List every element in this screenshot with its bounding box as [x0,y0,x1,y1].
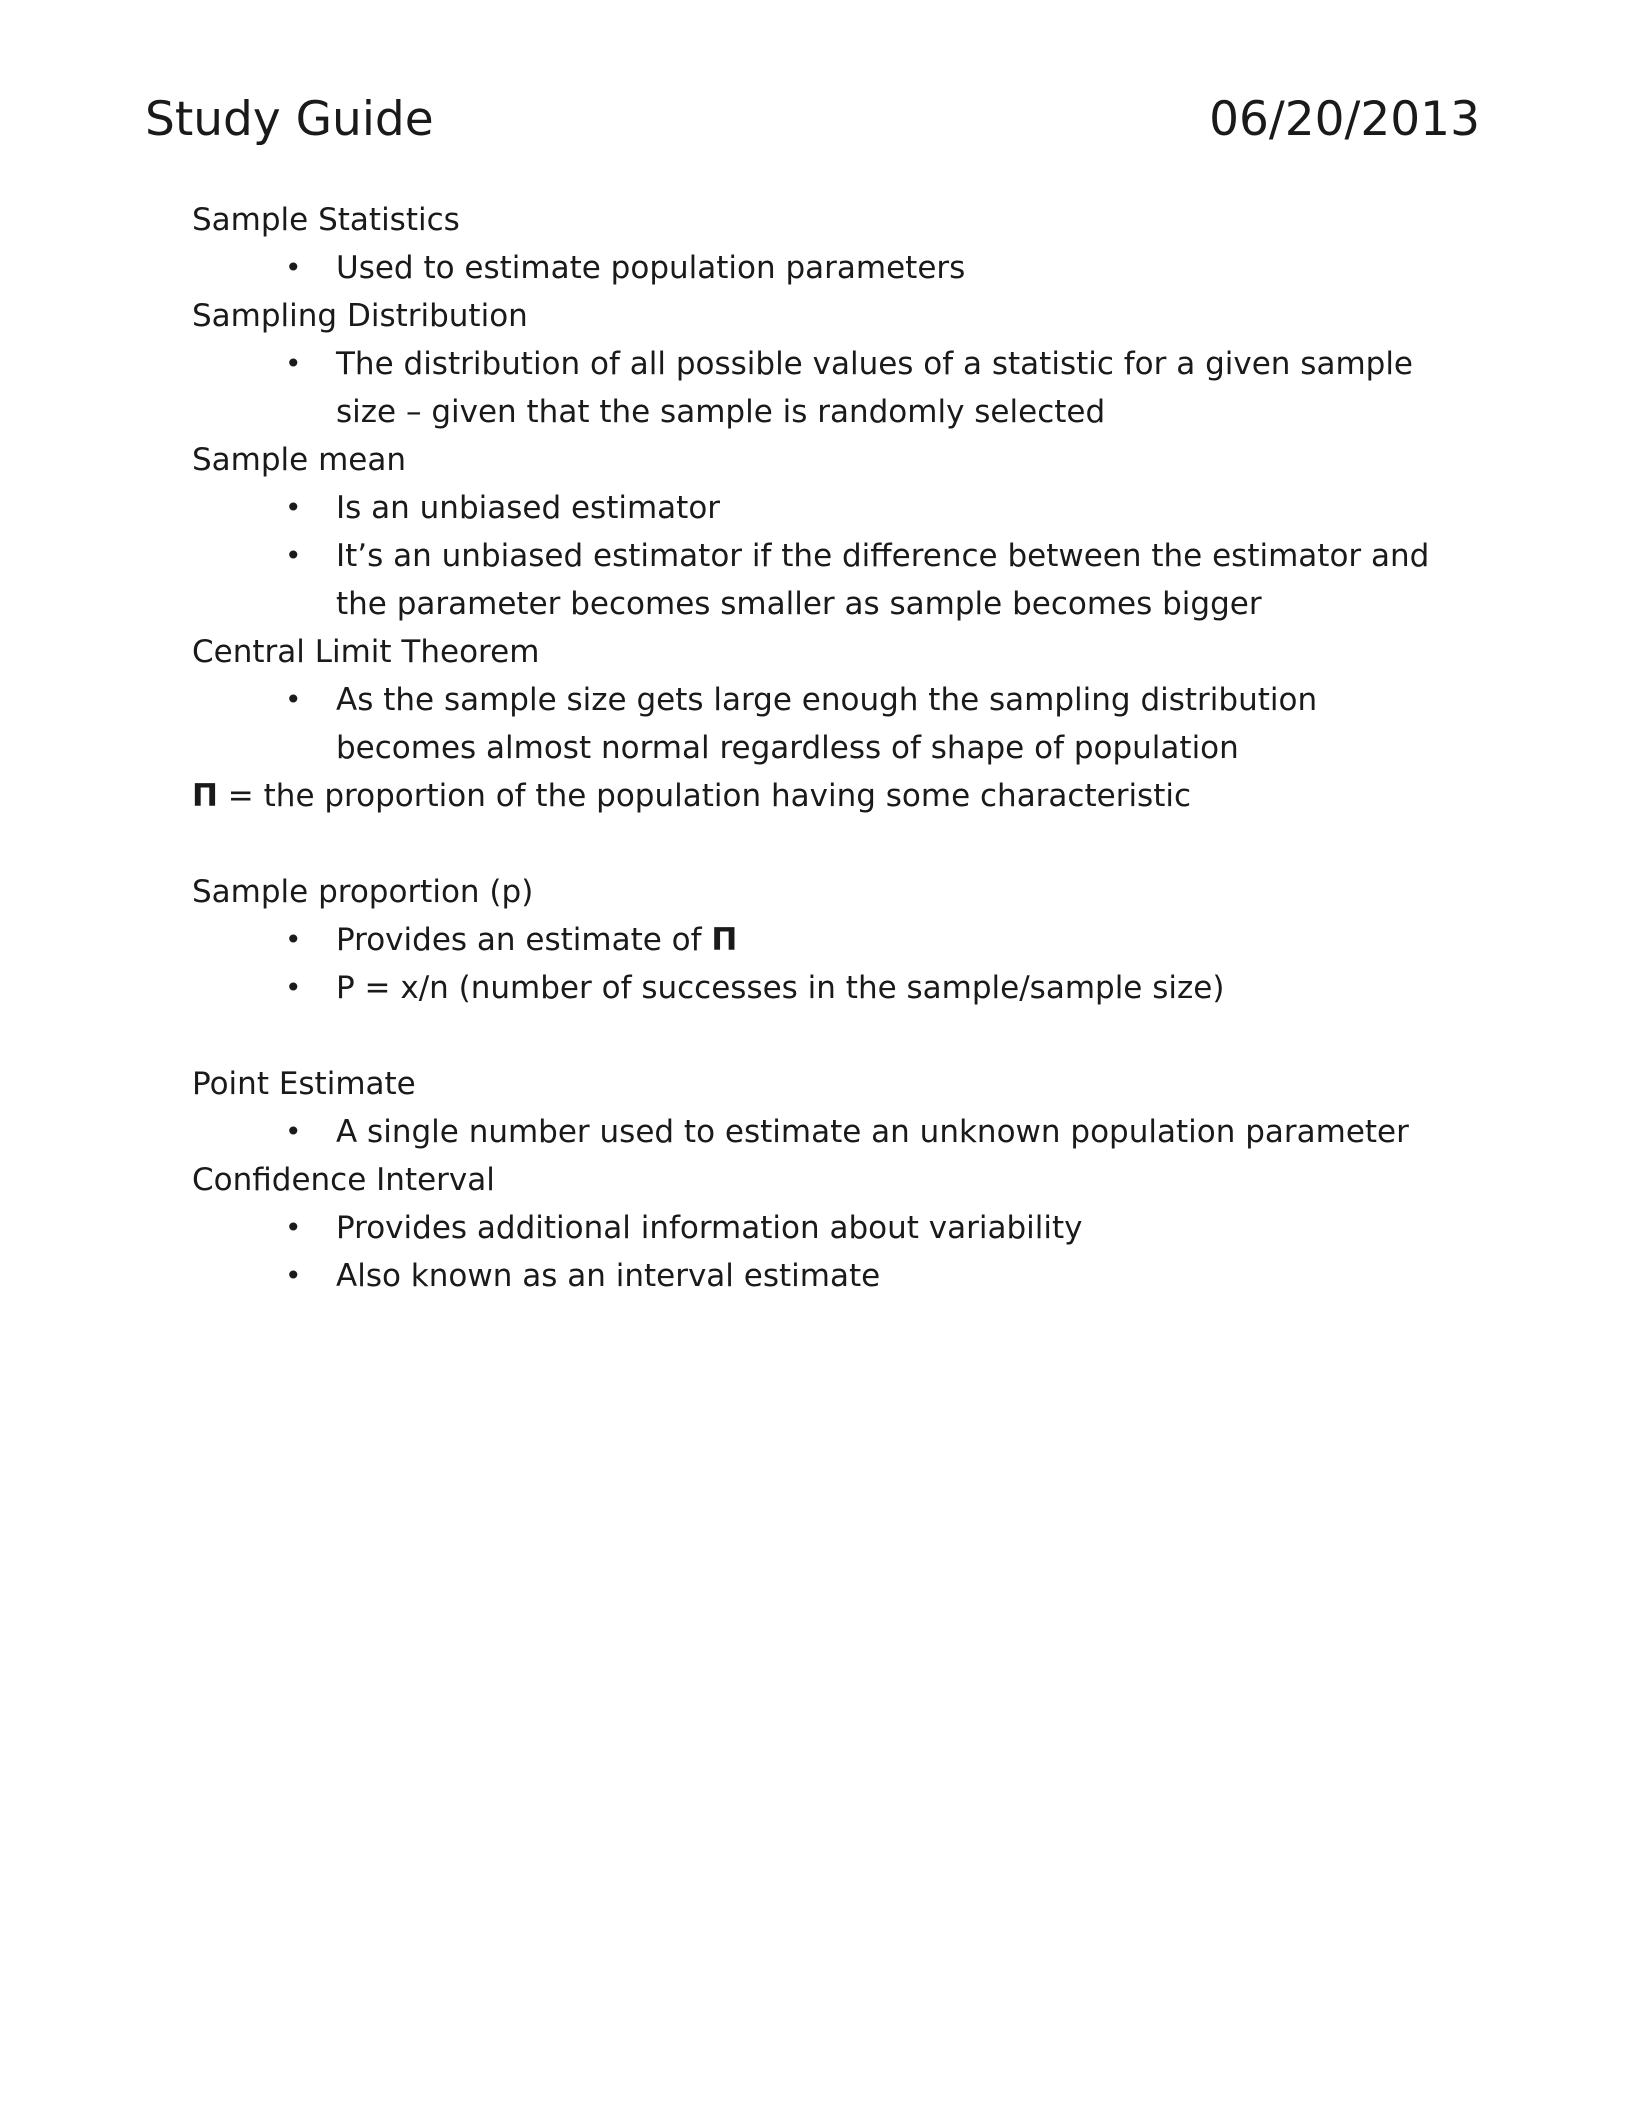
blank-line [192,820,1442,868]
bullet-icon: • [285,1211,302,1244]
list-item-text: Is an unbiased estimator [336,490,721,526]
list-item-text: It’s an unbiased estimator if the difference between the estimator and the parameter becomes smaller as sample becomes bigger [336,538,1430,622]
list-item [192,676,1442,772]
list-item [192,1252,1442,1300]
list-item-text: Also known as an interval estimate [336,1258,881,1294]
pi-definition [192,772,1442,820]
pi-symbol: Π [192,778,218,814]
document-date: 06/20/2013 [1209,92,1480,147]
list-confidence-interval [192,1204,1442,1300]
list-point-estimate [192,1108,1442,1156]
list-sample-statistics [192,244,1442,292]
bullet-icon: • [285,971,302,1004]
list-item-text: Provides additional information about variability [336,1210,1083,1246]
list-item [192,340,1442,436]
list-item [192,532,1442,628]
bullet-icon: • [285,683,302,716]
list-sampling-distribution [192,340,1442,436]
list-item-text: P = x/n (number of successes in the sample/sample size) [336,970,1225,1006]
list-item-text: A single number used to estimate an unknown population parameter [336,1114,1409,1150]
list-sample-mean [192,484,1442,628]
heading-sampling-distribution: Sampling Distribution [192,298,528,334]
blank-line [192,1012,1442,1060]
heading-point-estimate: Point Estimate [192,1066,416,1102]
bullet-icon: • [285,251,302,284]
heading-sample-mean: Sample mean [192,442,407,478]
pi-symbol: Π [711,922,738,958]
list-central-limit-theorem [192,676,1442,772]
list-item-text: The distribution of all possible values of a statistic for a given sample size – given that the sample is randomly selected [336,346,1414,430]
heading-confidence-interval: Confidence Interval [192,1162,495,1198]
list-item-text: Used to estimate population parameters [336,250,966,286]
list-item [192,1204,1442,1252]
heading-sample-proportion: Sample proportion (p) [192,874,534,910]
list-item-text: Provides an estimate of [336,922,712,958]
list-item [192,244,1442,292]
list-sample-proportion [192,916,1442,1012]
list-item [192,964,1442,1012]
pi-definition-text: = the proportion of the population having some characteristic [217,778,1192,814]
list-item-text: As the sample size gets large enough the sampling distribution becomes almost normal regardless of shape of population [336,682,1318,766]
bullet-icon: • [285,1115,302,1148]
bullet-icon: • [285,539,302,572]
document-body [192,196,1442,1300]
document-title: Study Guide [145,92,434,147]
bullet-icon: • [285,1259,302,1292]
bullet-icon: • [285,491,302,524]
heading-central-limit-theorem: Central Limit Theorem [192,634,540,670]
list-item [192,1108,1442,1156]
bullet-icon: • [285,347,302,380]
heading-sample-statistics: Sample Statistics [192,202,460,238]
list-item [192,484,1442,532]
bullet-icon: • [285,923,302,956]
list-item [192,916,1442,964]
